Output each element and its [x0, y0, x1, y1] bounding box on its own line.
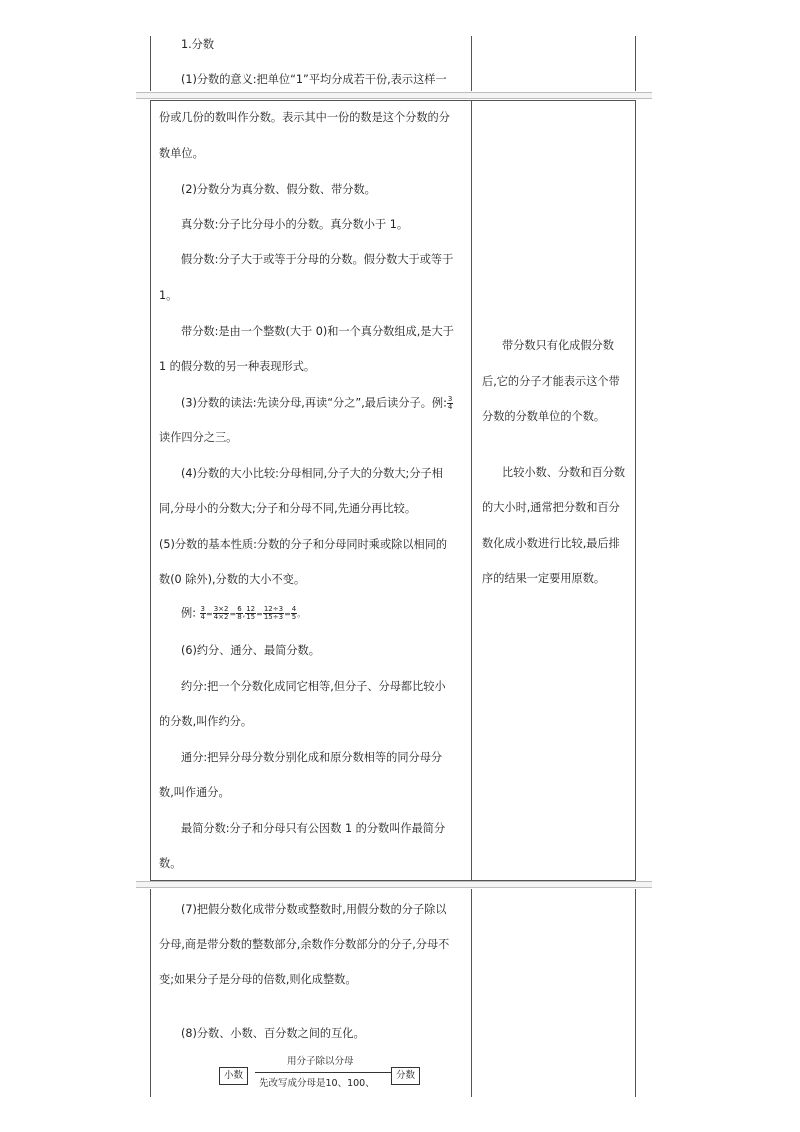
- text-line: 通分:把异分母分数分别化成和原分数相等的同分母分: [181, 751, 443, 764]
- note-line: 序的结果一定要用原数。: [482, 572, 606, 585]
- text-line: (7)把假分数化成带分数或整数时,用假分数的分子除以: [181, 903, 447, 916]
- text-line: 变;如果分子是分母的倍数,则化成整数。: [159, 973, 357, 986]
- decimal-box: 小数: [219, 1067, 248, 1085]
- text-line: 份或几份的数叫作分数。表示其中一份的数是这个分数的分: [159, 111, 450, 124]
- text-line: 数(0 除外),分数的大小不变。: [159, 573, 306, 586]
- text-line: (2)分数分为真分数、假分数、带分数。: [181, 183, 376, 196]
- page-break: [136, 92, 652, 99]
- arrow-line: [255, 1072, 391, 1073]
- note-line: 比较小数、分数和百分数: [502, 466, 626, 479]
- note-line: 后,它的分子才能表示这个带: [482, 375, 620, 388]
- text-line: (8)分数、小数、百分数之间的互化。: [181, 1027, 365, 1040]
- fraction-box: 分数: [391, 1067, 420, 1085]
- diagram-bottom-label: 先改写成分母是10、100、: [259, 1078, 375, 1089]
- table-segment-1: [150, 36, 636, 91]
- fraction-numerator: 12÷3: [263, 605, 284, 613]
- fraction-denominator: 15÷3: [263, 613, 284, 621]
- fraction-numerator: 3: [200, 605, 205, 613]
- text-span: 例:: [181, 606, 196, 620]
- text-line: (5)分数的基本性质:分数的分子和分母同时乘或除以相同的: [159, 538, 448, 551]
- fraction-denominator: 15: [246, 613, 256, 621]
- column-divider: [471, 36, 472, 91]
- column-divider: [471, 101, 472, 880]
- text-line: 1。: [159, 289, 178, 302]
- conversion-diagram: [219, 1057, 449, 1097]
- text-line: 最简分数:分子和分母只有公因数 1 的分数叫作最简分: [181, 822, 446, 835]
- fraction: [245, 606, 256, 621]
- fraction-denominator: 8: [237, 613, 242, 621]
- fraction-numerator: 4: [291, 605, 297, 613]
- fraction-denominator: 4: [447, 403, 453, 411]
- note-line: 的大小时,通常把分数和百分: [482, 501, 620, 514]
- heading-fractions: 1.分数: [181, 38, 215, 51]
- text-line: 真分数:分子比分母小的分数。真分数小于 1。: [181, 218, 409, 231]
- text-line: 分母,商是带分数的整数部分,余数作分数部分的分子,分母不: [159, 938, 450, 951]
- text-line: 数单位。: [159, 147, 204, 160]
- text-line: (1)分数的意义:把单位“1”平均分成若干份,表示这样一: [181, 73, 447, 86]
- fraction-numerator: 3×2: [213, 605, 229, 613]
- note-line: 数化成小数进行比较,最后排: [482, 537, 620, 550]
- fraction-denominator: 5: [291, 613, 297, 621]
- fraction-denominator: 4×2: [213, 613, 229, 621]
- diagram-top-label: 用分子除以分母: [287, 1056, 354, 1067]
- page-break: [136, 881, 652, 888]
- text-line-with-fraction: [181, 396, 453, 411]
- text-line: 数,叫作通分。: [159, 786, 230, 799]
- text-line: 带分数:是由一个整数(大于 0)和一个真分数组成,是大于: [181, 325, 454, 338]
- column-divider: [471, 889, 472, 1097]
- fraction: [263, 606, 284, 621]
- table-segment-3: [150, 889, 636, 1097]
- text-line: 假分数:分子大于或等于分母的分数。假分数大于或等于: [181, 253, 454, 266]
- note-line: 分数的分数单位的个数。: [482, 410, 606, 423]
- text-line: 约分:把一个分数化成同它相等,但分子、分母都比较小: [181, 680, 446, 693]
- fraction-numerator: 6: [237, 605, 242, 613]
- text-span: (3)分数的读法:先读分母,再读“分之”,最后读分子。例:: [181, 396, 447, 410]
- fraction-denominator: 4: [200, 613, 205, 621]
- fraction: [447, 396, 453, 411]
- text-line: 同,分母小的分数大;分子和分母不同,先通分再比较。: [159, 502, 417, 515]
- example-equation: 例: $\frac{3}{4}$ = $\frac{3\times 2}{4\times 2}$ = $\frac{6}{8}$ , $\frac{12}{15}$ = $\frac{12\div 3}{15\div 3}$ = $\frac{4}{5}$ 。: [181, 605, 306, 621]
- fraction: [213, 606, 230, 621]
- text-line: (4)分数的大小比较:分母相同,分子大的分数大;分子相: [181, 467, 443, 480]
- fraction-numerator: 3: [447, 395, 453, 403]
- text-line: 数。: [159, 857, 182, 870]
- table-segment-2: [150, 100, 636, 881]
- text-line: 1 的假分数的另一种表现形式。: [159, 360, 316, 373]
- note-line: 带分数只有化成假分数: [502, 339, 614, 352]
- text-line: (6)约分、通分、最简分数。: [181, 644, 320, 657]
- fraction-numerator: 12: [246, 605, 256, 613]
- text-line: 读作四分之三。: [159, 431, 238, 444]
- text-line: 的分数,叫作约分。: [159, 715, 253, 728]
